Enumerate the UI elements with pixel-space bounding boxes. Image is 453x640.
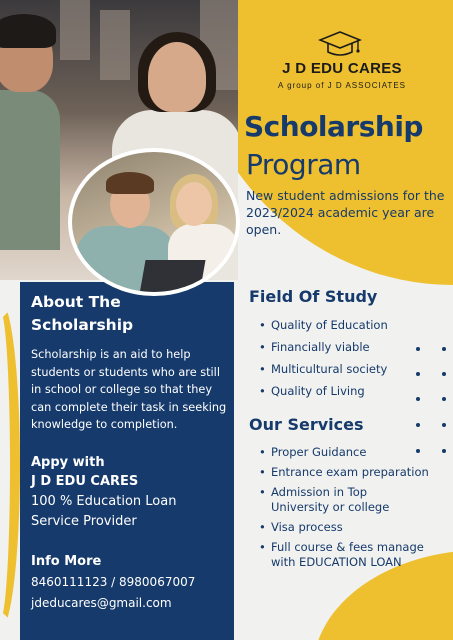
about-heading-line1: About The	[31, 293, 121, 311]
list-item: • Financially viable	[259, 340, 439, 355]
page-subtitle: Program	[246, 148, 361, 181]
apply-line3: 100 % Education Loan	[31, 494, 177, 509]
field-of-study-list	[259, 318, 439, 399]
intro-text: New student admissions for the 2023/2024 academic year are open.	[246, 188, 445, 237]
list-item: • Multicultural society	[259, 362, 439, 377]
list-item: • Visa process	[259, 520, 439, 535]
list-item: • Quality of Living	[259, 384, 439, 399]
info-heading: Info More	[31, 554, 102, 569]
services-list	[259, 445, 439, 570]
brand-tagline: A group of J D ASSOCIATES	[277, 81, 406, 90]
students-laptop-photo	[68, 148, 240, 296]
list-item: • Admission in Top University or college	[259, 485, 399, 515]
list-item: • Entrance exam preparation	[259, 465, 439, 480]
left-yellow-arc	[0, 300, 20, 630]
about-heading-line2: Scholarship	[31, 316, 134, 334]
page-title: Scholarship	[244, 110, 423, 143]
apply-line1: Appy with	[31, 455, 105, 470]
about-body: Scholarship is an aid to help students or students who are still in school or college so that they can complete their task in seeking knowledge to completion.	[31, 348, 227, 431]
info-phones[interactable]: 8460111123 / 8980067007	[31, 575, 196, 589]
graduation-cap-icon	[318, 28, 362, 60]
list-item: • Full course & fees manage with EDUCATION LOAN	[259, 540, 429, 570]
info-email[interactable]: jdeducares@gmail.com	[31, 596, 172, 610]
list-item: • Proper Guidance	[259, 445, 439, 460]
apply-line2: J D EDU CARES	[31, 474, 139, 489]
field-of-study-heading: Field Of Study	[249, 287, 378, 306]
services-heading: Our Services	[249, 415, 364, 434]
list-item: • Quality of Education	[259, 318, 439, 333]
apply-line4: Service Provider	[31, 514, 137, 529]
brand-name: J D EDU CARES	[282, 60, 402, 77]
